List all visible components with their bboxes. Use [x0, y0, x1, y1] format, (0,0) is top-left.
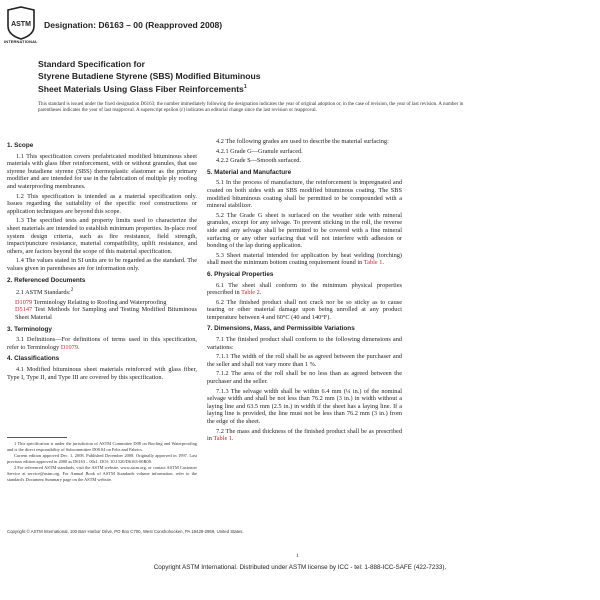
paragraph: 6.2 The finished product shall not crack nor be so sticky as to cause tearing or other material damage upon being unrolled at any product temperature between 4 and 60°C (40 and 140°F). — [207, 298, 402, 321]
paragraph: 3.1 Definitions—For definitions of terms used in this specification, refer to Terminology D1079. — [7, 336, 197, 351]
svg-text:ASTM: ASTM — [11, 21, 31, 28]
reference-link[interactable]: D5147 — [15, 306, 33, 314]
license-line: Copyright ASTM International. Distributed under ASTM license by ICC - tel: 1-888-ICC-SAFE (422-7233). — [153, 564, 447, 571]
paragraph: 7.1 The finished product shall conform to the following dimensions and variations: — [207, 336, 402, 351]
section-heading: 1. Scope — [7, 142, 34, 149]
paragraph: 1.1 This specification covers prefabricated modified bituminous sheet materials with glass fiber reinforcement, with or without granules, that use styrene butadiene styrene (SBS) thermoplastic elastomer as the primary modifier and are intended for use in the fabrication of multiple ply roofing and waterproofing membranes. — [7, 152, 197, 190]
footnote: Current edition approved Dec. 1, 2008. Published December 2008. Originally approved in 1997. Last previous edition approved in 2000 as D6163 – 00ε1. DOI: 10.1520/D6163-00R08. — [7, 453, 197, 464]
paragraph: 4.2.1 Grade G—Granule surfaced. — [216, 147, 303, 155]
astm-logo-icon — [7, 6, 35, 40]
right-column — [207, 138, 402, 445]
paragraph: 4.1 Modified bituminous sheet materials reinforced with glass fiber, Type I, Type II, and Type III are covered by this specification. — [7, 365, 197, 381]
section-heading: 3. Terminology — [7, 325, 52, 333]
paragraph: 4.2.2 Grade S—Smooth surfaced. — [216, 157, 301, 165]
reference-item: D1079 Terminology Relating to Roofing and Waterproofing — [15, 298, 167, 306]
title-line-2: Styrene Butadiene Styrene (SBS) Modified Bituminous — [38, 70, 261, 81]
paragraph: 6.1 The sheet shall conform to the minimum physical properties prescribed in Table 2. — [207, 281, 402, 297]
paragraph: 2.1 ASTM Standards:$^2$ — [16, 287, 74, 297]
page-number: 1 — [296, 553, 299, 559]
paragraph: 1.3 The specified tests and property limits used to characterize the sheet materials are intended to establish minimum properties. In-place roof system design criteria, such as fire resistance, field strength, impact/puncture resistance, material compatibility, uplift resistance, and others, are factors beyond the scope of this material specification. — [7, 217, 197, 255]
logo-org-text: INTERNATIONAL — [4, 39, 38, 44]
reference-link[interactable]: D1079 — [60, 343, 78, 351]
table-link[interactable]: Table 1 — [363, 259, 383, 267]
paragraph: 1.2 This specification is intended as a material specification only. Issues regarding the suitability of the specific roof constructions or application techniques are beyond this scope. — [7, 192, 197, 215]
footnote: 1 This specification is under the jurisdiction of ASTM Committee D08 on Roofing and Waterproofing and is the direct responsibility of Subcommittee D08.04 on Felts and Fabrics. — [7, 441, 197, 452]
paragraph: 7.1.2 The area of the roll shall be no less than as agreed between the purchaser and the seller. — [207, 370, 402, 386]
section-heading: 4. Classifications — [7, 355, 60, 363]
left-column — [7, 138, 197, 383]
footnote: 2 For referenced ASTM standards, visit the ASTM website, www.astm.org, or contact ASTM Customer Service at service@astm.org. For Annual Book of ASTM Standards volume information, refer to the standard's Document Summary page on the ASTM website. — [7, 465, 197, 482]
table-link[interactable]: Table 2 — [241, 289, 260, 297]
section-heading: 7. Dimensions, Mass, and Permissible Variations — [207, 325, 355, 333]
footnotes — [7, 441, 197, 483]
reference-item: D5147 Test Methods for Sampling and Testing Modified Bituminous Sheet Material — [15, 306, 197, 321]
designation: Designation: D6163 – 00 (Reapproved 2008) — [44, 20, 223, 30]
paragraph: 1.4 The values stated in SI units are to be regarded as the standard. The values given in parentheses are for information only. — [7, 257, 197, 272]
section-heading: 5. Material and Manufacture — [207, 168, 292, 176]
paragraph: 5.3 Sheet material intended for application by heat welding (torching) shall meet the minimum bottom coating requirement found in Table 1. — [207, 251, 402, 267]
table-link[interactable]: Table 1 — [213, 435, 232, 443]
document-title — [38, 59, 458, 95]
paragraph: 7.1.3 The selvage width shall be within 6.4 mm (¼ in.) of the nominal selvage width and shall be not less than 76.2 mm (3 in.) in width without a laying line and 63.5 mm (2.5 in.) in width if the sheet has a laying line. If a laying line is provided, the line must not be less than 76.2 mm (3 in.) from the edge of the sheet. — [207, 387, 402, 425]
section-heading: 6. Physical Properties — [207, 270, 274, 278]
title-line-1: Standard Specification for — [38, 59, 145, 69]
issue-note: This standard is issued under the fixed designation D6163; the number immediately following the designation indicates the year of original adoption or, in the case of revision, the year of last revision. A number in parentheses indicates the year of last reapproval. A superscript epsilon (ε) indicates an editorial change since the last revision or reapproval. — [38, 102, 464, 114]
title-line-3: Sheet Materials Using Glass Fiber Reinforcements$^1$ — [38, 83, 247, 94]
copyright-line: Copyright © ASTM International, 100 Barr Harbor Drive, PO Box C700, West Conshohocken, PA 19428-2959, United States. — [7, 529, 244, 534]
section-heading: 2. Referenced Documents — [7, 276, 86, 284]
footnote-divider — [7, 437, 67, 438]
paragraph: 7.1.1 The width of the roll shall be as agreed between the purchaser and the seller and shall not vary more than 1 %. — [207, 353, 402, 368]
reference-link[interactable]: D1079 — [15, 298, 33, 306]
paragraph: 5.1 In the process of manufacture, the reinforcement is impregnated and coated on both sides with an SBS modified bituminous coating. The SBS modified bituminous coating shall be permitted to be compounded with a mineral stabilizer. — [207, 179, 402, 210]
paragraph: 7.2 The mass and thickness of the finished product shall be as prescribed in Table 1. — [207, 427, 402, 443]
paragraph: 5.2 The Grade G sheet is surfaced on the weather side with mineral granules, except for any selvage. To prevent sticking in the roll, the reverse side and any selvage shall be permitted to be covered with a fine mineral surfacing or any other surfacing that will not interfere with adhesion or bonding of the lap during application. — [207, 211, 402, 250]
paragraph: 4.2 The following grades are used to describe the material surfacing: — [216, 138, 389, 145]
